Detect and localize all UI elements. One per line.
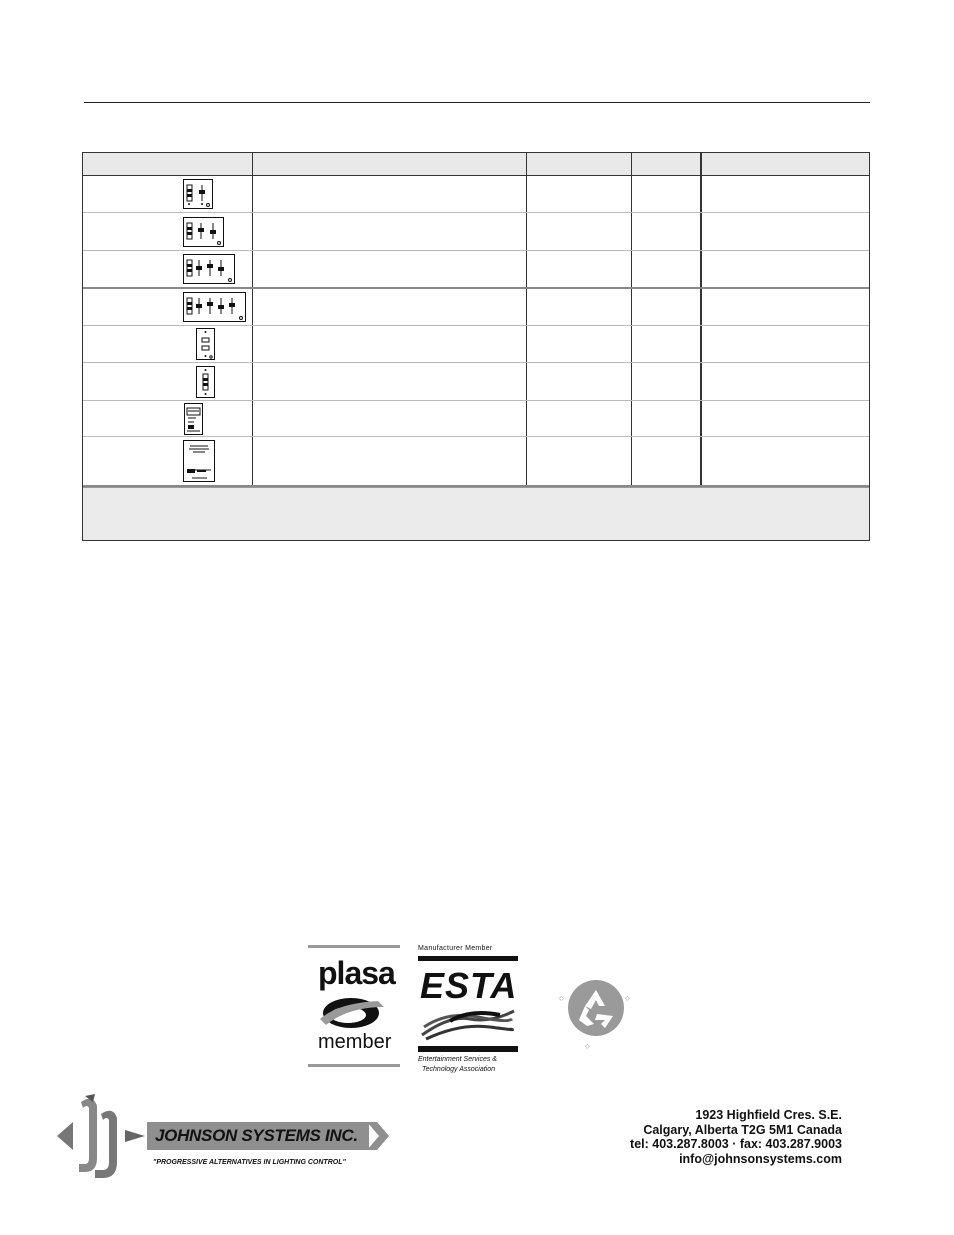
five-fader-station-icon [183,292,246,322]
header-cell-1 [83,153,253,175]
three-fader-station-icon [183,217,224,247]
svg-text:◇: ◇ [559,995,564,1002]
manual-booklet-icon [183,440,215,482]
table-row [83,363,869,401]
esta-top-label: Manufacturer Member [418,945,493,952]
jsi-mark-icon [55,1092,150,1182]
address-line-1: 1923 Highfield Cres. S.E. [695,1108,842,1122]
plasa-member-word: member [318,1031,392,1053]
esta-line-1: Entertainment Services & [418,1056,497,1063]
table-row [83,401,869,437]
product-table [82,152,870,541]
two-fader-station-icon [183,179,213,209]
table-footer-note [83,487,869,540]
lcd-station-icon [184,403,203,435]
two-button-station-icon [196,328,215,360]
four-fader-station-icon [183,254,235,284]
esta-member-logo [418,945,518,1073]
plasa-member-logo [308,945,400,1067]
svg-text:◇: ◇ [625,995,630,1002]
top-rule [84,102,870,103]
table-row [83,251,869,289]
esta-line-2: Technology Association [422,1066,496,1073]
table-header [83,153,869,176]
company-logo [55,1092,390,1182]
header-cell-5 [702,153,869,175]
table-row [83,326,869,363]
header-cell-4 [632,153,702,175]
table-row [83,437,869,487]
recycle-icon [557,980,637,1055]
header-cell-2 [253,153,527,175]
plasa-swoosh-icon [318,993,388,1031]
address-line-3: tel: 403.287.8003 · fax: 403.287.9003 [630,1137,842,1151]
table-row [83,176,869,213]
table-row [83,289,869,326]
company-tagline: "PROGRESSIVE ALTERNATIVES IN LIGHTING CONTROL" [153,1159,346,1166]
header-cell-3 [527,153,632,175]
address-line-2: Calgary, Alberta T2G 5M1 Canada [643,1122,842,1137]
svg-text:◇: ◇ [585,1043,590,1050]
single-fader-station-icon [196,366,215,398]
address-line-4: info@johnsonsystems.com [679,1151,842,1166]
company-address [630,1108,842,1166]
plasa-word: plasa [318,955,395,991]
esta-scribble-icon [420,1005,516,1043]
esta-name: ESTA [420,965,518,1006]
table-row [83,213,869,251]
company-name: JOHNSON SYSTEMS INC. [155,1126,358,1145]
